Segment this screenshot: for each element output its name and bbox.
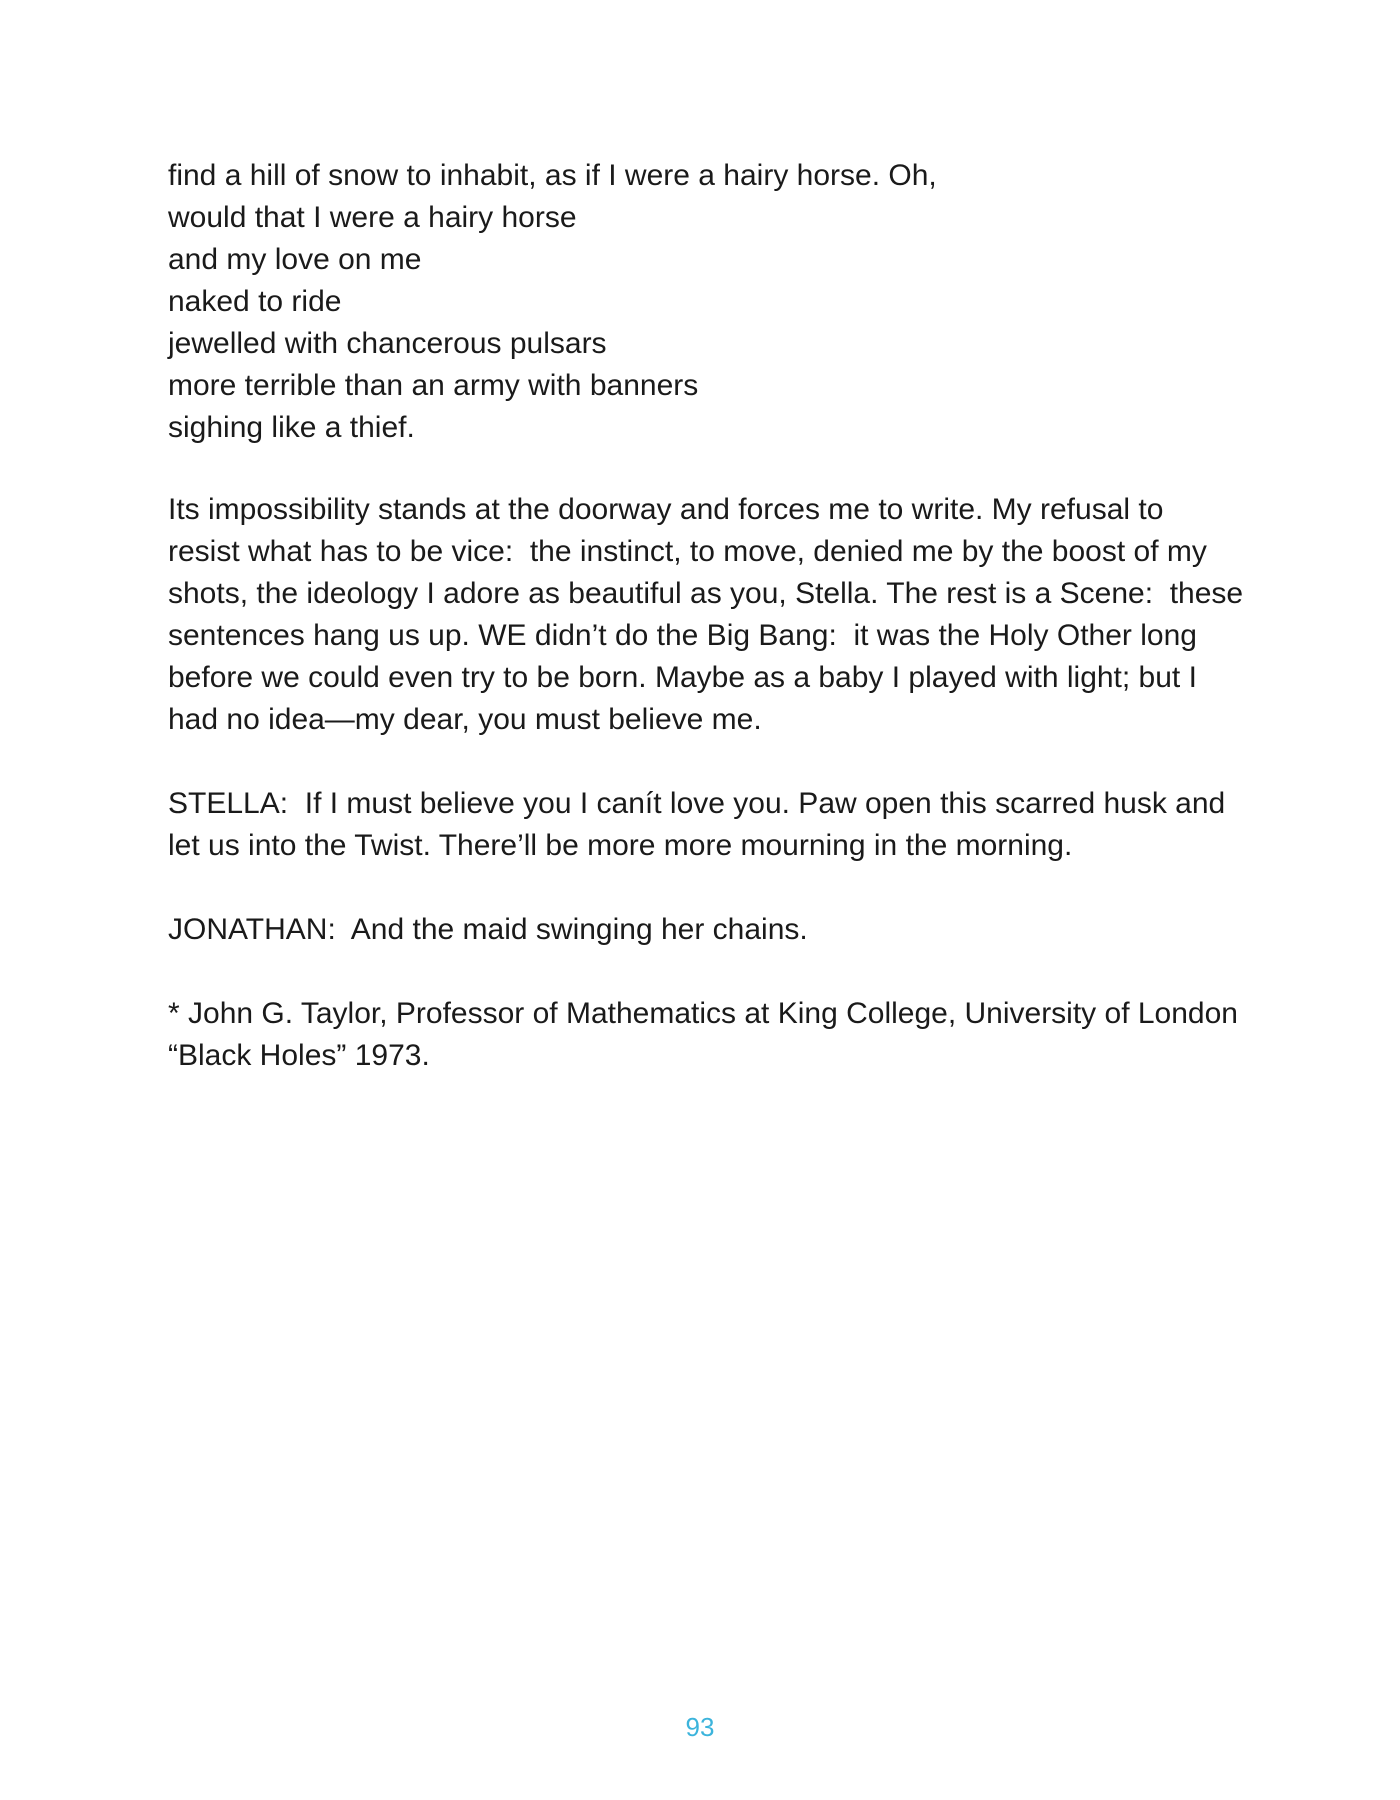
paragraph-line: sentences hang us up. WE didn’t do the Big Bang: it was the Holy Other long — [168, 619, 1197, 652]
poem-line: and my love on me — [168, 243, 422, 276]
poem-stanza — [168, 155, 1258, 449]
poem-line: would that I were a hairy horse — [168, 201, 577, 234]
poem-line: find a hill of snow to inhabit, as if I were a hairy horse. Oh, — [168, 159, 937, 192]
poem-line: sighing like a thief. — [168, 411, 415, 444]
poem-line: naked to ride — [168, 285, 342, 318]
poem-line: jewelled with chancerous pulsars — [168, 327, 607, 360]
poem-line: more terrible than an army with banners — [168, 369, 699, 402]
prose-paragraph — [168, 489, 1258, 741]
page-number: 93 — [685, 1712, 715, 1742]
paragraph-line: shots, the ideology I adore as beautiful as you, Stella. The rest is a Scene: these — [168, 577, 1244, 610]
paragraph-line: had no idea—my dear, you must believe me. — [168, 703, 762, 736]
page-body — [168, 155, 1258, 1119]
paragraph-line: before we could even try to be born. Maybe as a baby I played with light; but I — [168, 661, 1197, 694]
footnote-line: “Black Holes” 1973. — [168, 1039, 430, 1072]
paragraph-line: resist what has to be vice: the instinct, to move, denied me by the boost of my — [168, 535, 1207, 568]
dialogue-line: STELLA: If I must believe you I canít love you. Paw open this scarred husk and — [168, 787, 1226, 820]
paragraph-line: Its impossibility stands at the doorway and forces me to write. My refusal to — [168, 493, 1164, 526]
dialogue-line: JONATHAN: And the maid swinging her chains. — [168, 913, 808, 946]
footnote — [168, 993, 1258, 1077]
dialogue-line: let us into the Twist. There’ll be more more mourning in the morning. — [168, 829, 1073, 862]
stella-dialogue — [168, 783, 1258, 867]
footnote-line: * John G. Taylor, Professor of Mathematics at King College, University of London — [168, 997, 1238, 1030]
jonathan-dialogue — [168, 909, 1258, 951]
